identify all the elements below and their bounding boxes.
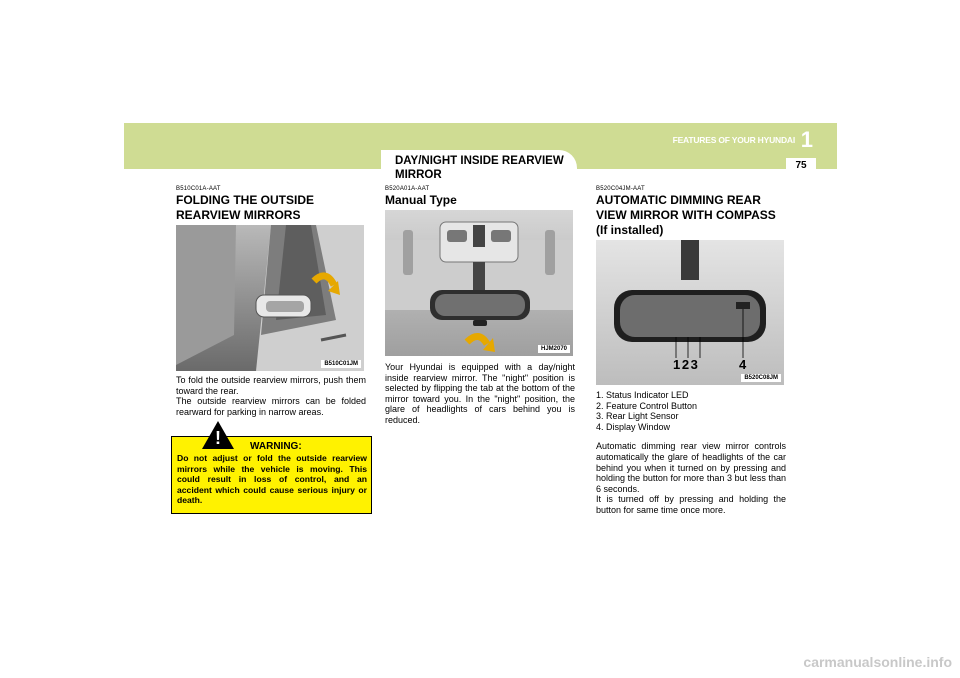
manual-mirror-image xyxy=(385,210,573,356)
callout-numbers-1-2-3: 1 2 3 xyxy=(673,357,697,372)
section-heading: AUTOMATIC DIMMING REAR VIEW MIRROR WITH COMPASS (If installed) xyxy=(596,193,776,237)
image-label: HJM2070 xyxy=(538,345,570,353)
column-folding-mirrors xyxy=(176,186,366,417)
paragraph: The outside rearview mirrors can be folded rearward for parking in narrow areas. xyxy=(176,396,366,417)
chapter-title: FEATURES OF YOUR HYUNDAI xyxy=(672,135,795,145)
section-code: B520A01A-AAT xyxy=(385,186,430,192)
inside-mirror-illustration xyxy=(385,210,573,356)
watermark: carmanualsonline.info xyxy=(803,654,952,670)
column-manual-type xyxy=(385,186,575,426)
image-label: B520C08JM xyxy=(741,374,781,382)
list-item: 3. Rear Light Sensor xyxy=(596,411,679,422)
image-label: B510C01JM xyxy=(321,360,361,368)
paragraph: Automatic dimming rear view mirror controls automatically the glare of headlights of the car behind you when it turned on by pressing and holding the button for more than 3 but less than 6 seconds. xyxy=(596,441,786,494)
section-heading: Manual Type xyxy=(385,193,457,207)
chapter-number: 1 xyxy=(800,127,813,152)
page-number: 75 xyxy=(795,160,807,171)
warning-box xyxy=(171,428,372,514)
list-item: 1. Status Indicator LED xyxy=(596,390,689,400)
car-door-illustration xyxy=(176,225,364,371)
paragraph: Your Hyundai is equipped with a day/night inside rearview mirror. The "night" position is selected by flipping the tab at the bottom of the mirror toward you. In the "night" position, the glare of headlights of cars behind you is reduced. xyxy=(385,362,575,425)
folding-instructions xyxy=(176,375,366,417)
section-code: B520C04JM-AAT xyxy=(596,186,645,192)
warning-body: Do not adjust or fold the outside rearview mirrors while the vehicle is moving. This could result in loss of control, and an accident which could cause serious injury or death. xyxy=(177,453,367,506)
section-code: B510C01A-AAT xyxy=(176,186,221,192)
exclamation-icon: ! xyxy=(215,428,221,448)
section-heading: FOLDING THE OUTSIDE REARVIEW MIRRORS xyxy=(176,193,314,222)
list-item: 4. Display Window xyxy=(596,421,671,432)
callout-number-4: 4 xyxy=(739,357,747,372)
folding-mirror-image xyxy=(176,225,364,371)
auto-dimming-text xyxy=(596,390,786,516)
section-tab xyxy=(381,150,577,186)
warning-title: WARNING: xyxy=(250,441,302,452)
paragraph: To fold the outside rearview mirrors, push them toward the rear. xyxy=(176,375,366,396)
manual-type-description xyxy=(385,362,575,426)
spacer xyxy=(596,432,786,441)
paragraph: It is turned off by pressing and holding the button for same time once more. xyxy=(596,494,786,515)
page-number-tab xyxy=(786,158,816,182)
column-auto-dimming xyxy=(596,186,786,516)
auto-dimming-mirror-image xyxy=(596,240,784,385)
section-tab-title: DAY/NIGHT INSIDE REARVIEW MIRROR xyxy=(395,155,564,181)
list-item: 2. Feature Control Button xyxy=(596,400,698,411)
